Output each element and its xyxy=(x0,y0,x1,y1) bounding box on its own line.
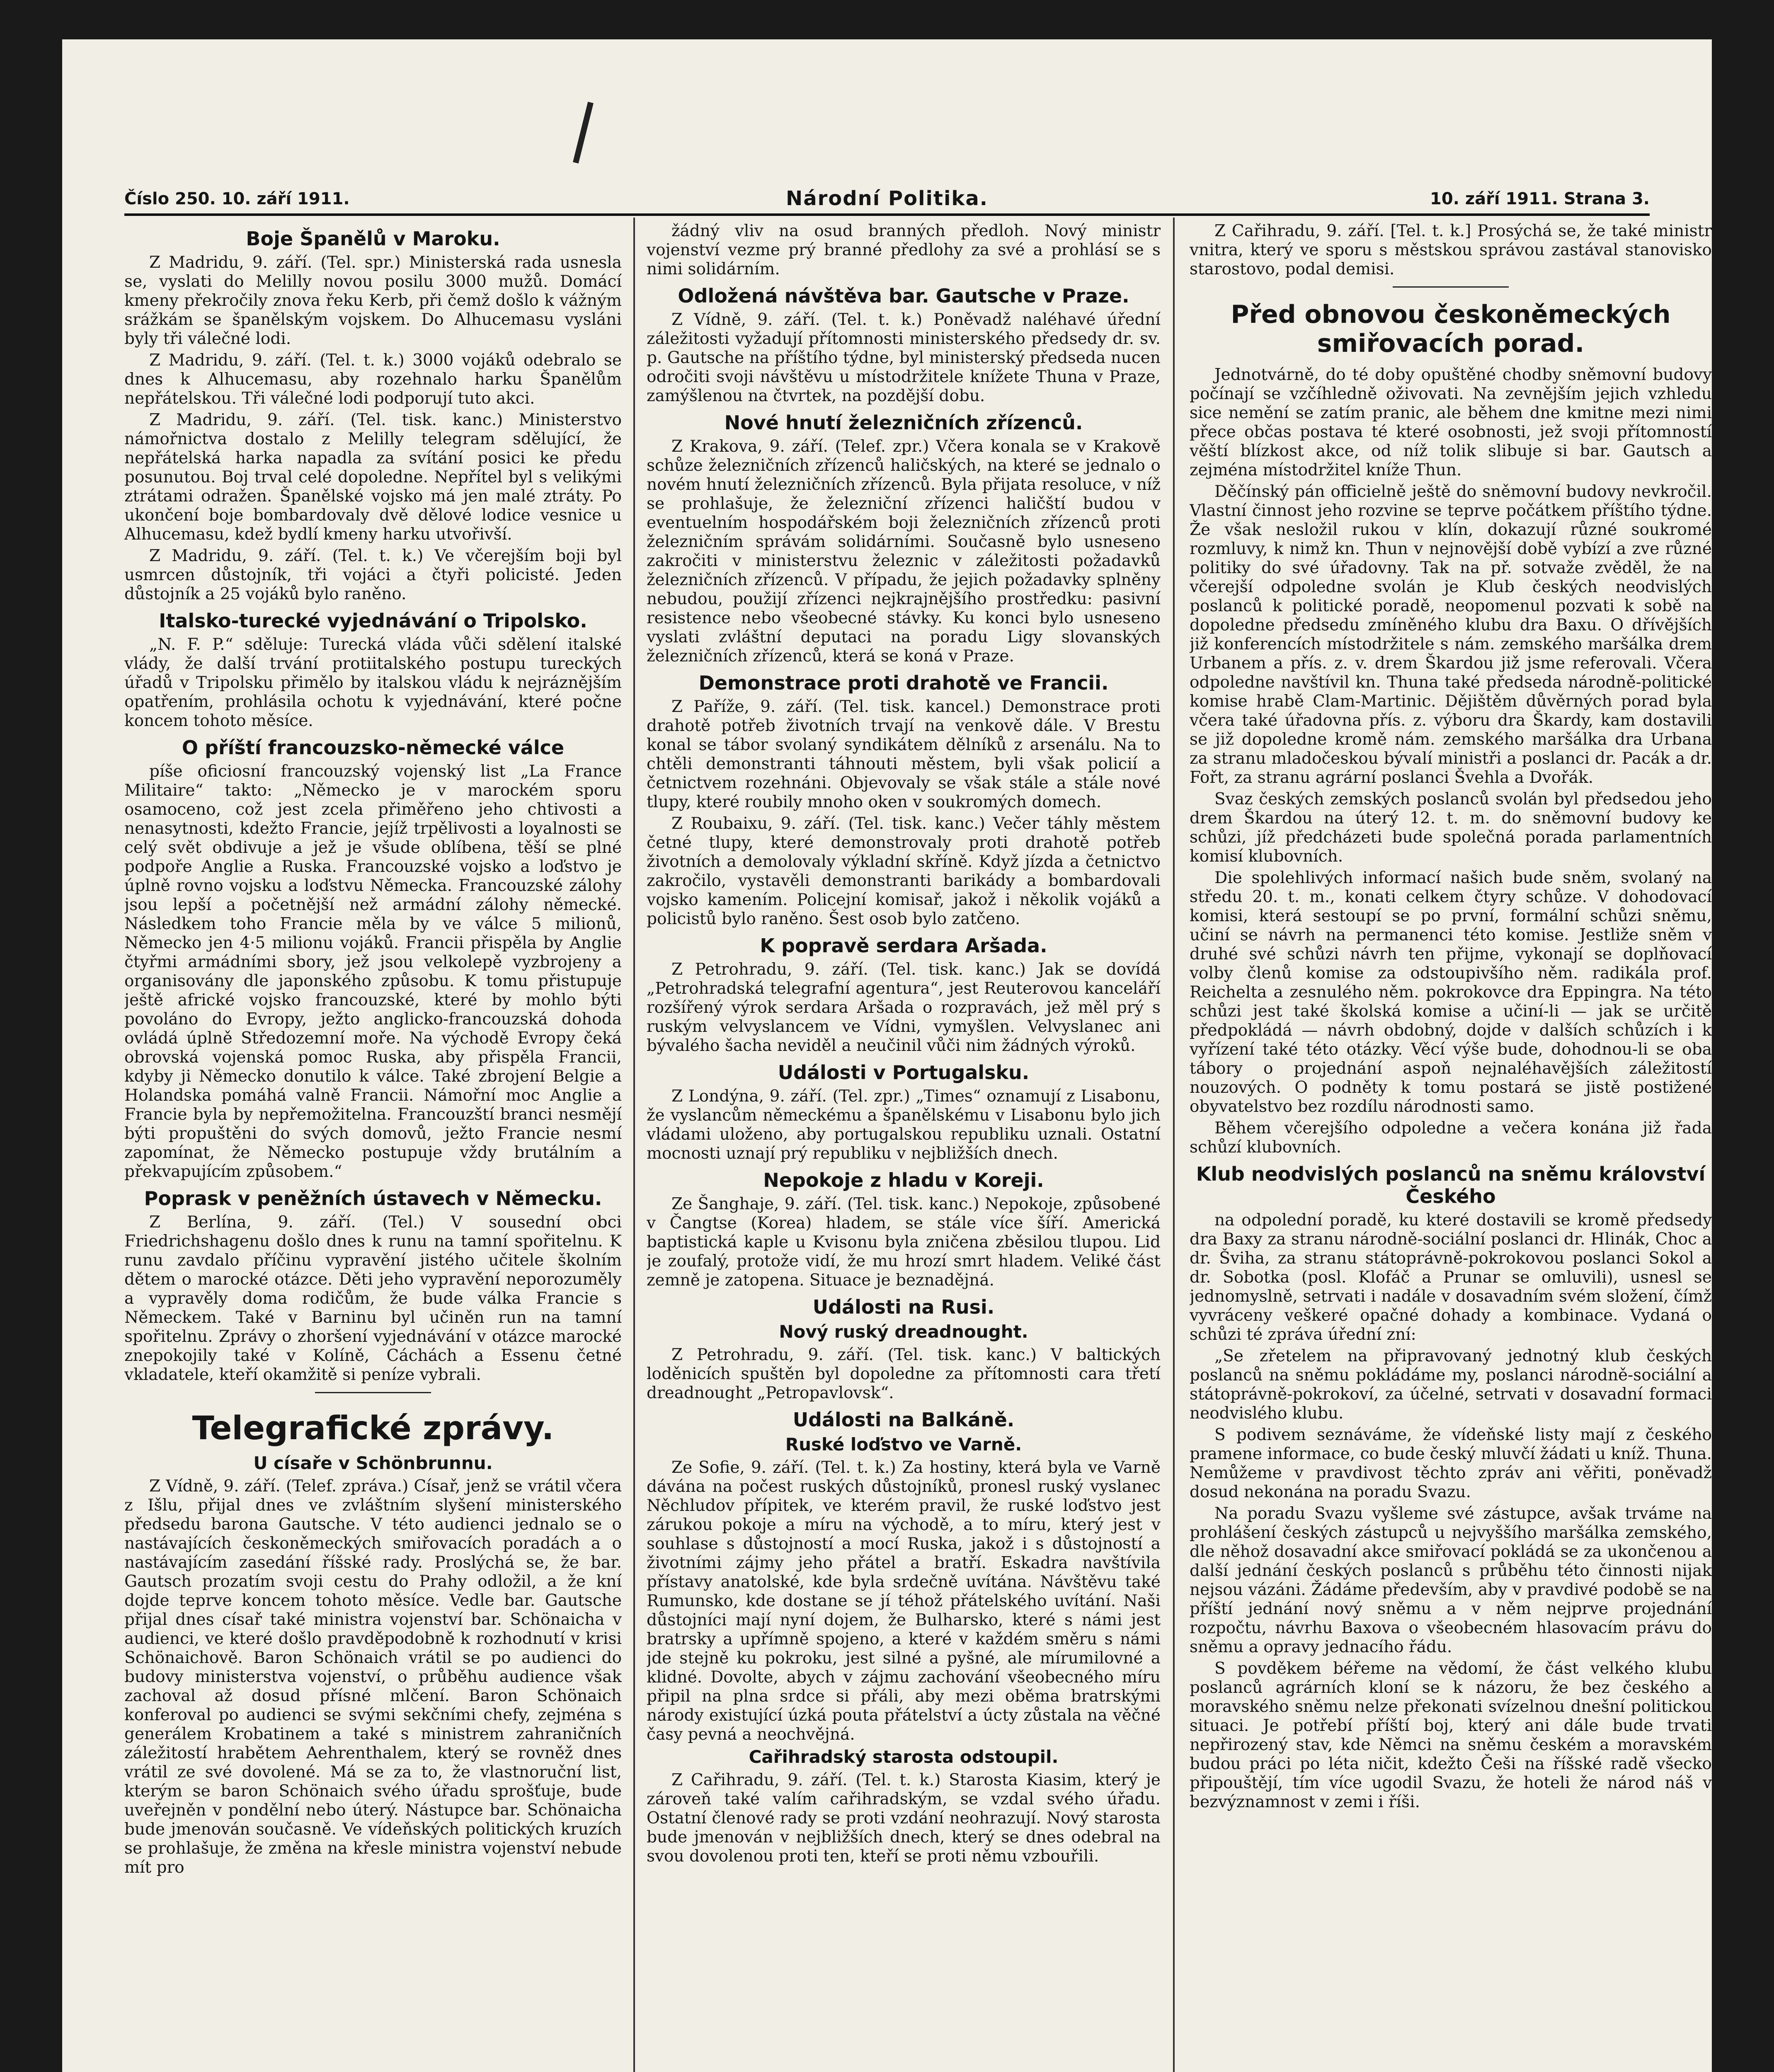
article-heading: Nové hnutí železničních zřízenců. xyxy=(724,411,1083,434)
article-paragraph: Ze Šanghaje, 9. září. (Tel. tisk. kanc.) Nepokoje, způsobené v Čangtse (Korea) hladem, se stále více šíří. Americká baptistická kaple u Kvisonu byla zničena zběsilou tlupou. Lid je zoufalý, protože vidí, že mu hrozí smrt hladem. Veliké část zemně je zatopena. Situace je beznadějná. xyxy=(647,1195,1161,1290)
article-paragraph: Z Madridu, 9. září. (Tel. t. k.) 3000 vojáků odebralo se dnes k Alhucemasu, aby rozehnalo harku Španělům nepřátelskou. Tři válečné lodi podporují tuto akci. xyxy=(124,351,622,408)
article-paragraph: „Se zřetelem na připravovaný jednotný klub českých poslanců na sněmu pokládáme my, poslanci národně-sociální a státoprávně-pokrokoví, za účelné, setrvati v dosavadní formaci neodvislého klubu. xyxy=(1190,1347,1712,1423)
article-paragraph: Z Vídně, 9. září. (Telef. zpráva.) Císař, jenž se vrátil včera z Išlu, přijal dnes ve zvláštním slyšení ministerského předsedu barona Gautsche. V této audienci jednalo se o nastávajících českoněmeckých smiřovacích poradách a o nastávajícím zasedání říšské rady. Proslýchá se, že bar. Gautsch prozatím svoji cestu do Prahy odložil, a že kní dojde teprve koncem tohoto měsíce. Vedle bar. Gautsche přijal dnes císař také ministra vojenství bar. Schönaicha v audienci, ve které došlo pravděpodobně k rozhodnutí v krisi Schönaichově. Baron Schönaich vrátil se po audienci do budovy ministerstva vojenství, o průběhu audience však zachoval až dosud přísné mlčení. Baron Schönaich konferoval po audienci se svými sekčními chefy, zejména s generálem Krobatinem a také s ministrem zahraničních záležitostí hrabětem Aehrenthalem, který se rovněž dnes vrátil ze své dovolené. Má se za to, že vlastnoruční list, kterým se baron Schönaich svého úřadu sprošťuje, bude uveřejněn v pondělní nebo úterý. Nástupce bar. Schönaicha bude jmenován současně. Ve vídeňských politických kruzích se prohlašuje, že změna na křesle ministra vojenství nebude mít pro xyxy=(124,1477,622,1877)
article-paragraph: Z Cařihradu, 9. září. (Tel. t. k.) Starosta Kiasim, který je zároveň také valím cařihradským, se vzdal svého úřadu. Ostatní členové rady se proti vzdání neohrazují. Nový starosta bude jmenován v nejbližších dnech, který se dnes odebral na svou dovolenou proti ten, kteří se proti němu vzbouřili. xyxy=(647,1771,1161,1866)
article-paragraph: žádný vliv na osud branných předloh. Nový ministr vojenství vezme prý branné předlohy za své a prohlásí se s nimi solidárním. xyxy=(647,222,1161,278)
article-paragraph: Z Madridu, 9. září. (Tel. t. k.) Ve včerejším boji byl usmrcen důstojník, tři vojáci a čtyři policisté. Jeden důstojník a 25 vojáků bylo raněno. xyxy=(124,547,622,603)
article-paragraph: Die spolehlivých informací našich bude sněm, svolaný na středu 20. t. m., konati celkem čtyry schůze. V dohodovací komisi, která sestoupí se po první, formální schůzi sněmu, učiní se návrh na permanenci této komise. Jestliže sněm v druhé své schůzi návrh ten přijme, vykonají se doplňovací volby členů komise za odstoupivšího něm. radikála prof. Reichelta a zesnulého něm. pokrokovce dra Eppingra. Na této schůzi jest také školská komise a učiní-li — jak se určitě předpokládá — návrh obdobný, dojde v dalších schůzích i k vyřízení také této otázky. Věcí výše bude, dohodnou-li se oba tábory o projednání aspoň nejnaléhavějších záležitostí nouzových. O podněty k tomu postará se jistě postižené obyvatelstvo bez rozdílu národnosti samo. xyxy=(1190,869,1712,1116)
article-heading: Události na Rusi. xyxy=(812,1296,995,1318)
separator xyxy=(315,1392,431,1393)
article-paragraph: Z Petrohradu, 9. září. (Tel. tisk. kanc.) V baltických loděnicích spuštěn byl dopoledne za přítomnosti cara třetí dreadnought „Petropavlovsk“. xyxy=(647,1346,1161,1402)
column-rule xyxy=(633,218,635,2072)
article-heading: U císaře v Schönbrunnu. xyxy=(253,1453,493,1473)
article-paragraph: Svaz českých zemských poslanců svolán byl předsedou jeho drem Škardou na úterý 12. t. m. do sněmovní budovy ke schůzi, jíž předcházeti bude společná porada parlamentních komisí klubovních. xyxy=(1190,790,1712,866)
column-3 xyxy=(1190,222,1712,2072)
article-paragraph: Z Roubaixu, 9. září. (Tel. tisk. kanc.) Večer táhly městem četné tlupy, které demonstrovaly proti drahotě potřeb životních a demolovaly výkladní skříně. Když jízda a četnictvo zakročilo, vystavěli demonstranti barikády a bombardovali vojsko kamením. Policejní komisař, jakož i několik vojáků a policistů bylo raněno. Šest osob bylo zatčeno. xyxy=(647,814,1161,928)
article-paragraph: Děčínský pán officielně ještě do sněmovní budovy nevkročil. Vlastní činnost jeho rozvine se teprve počátkem příštího týdne. Že však nesložil rukou v klín, dokazují různé soukromé rozmluvy, k nimž kn. Thun v nejnovější době vybízí a zve různé politiky do své úřadovny. Tak na př. sotvaže zvěděl, že na včerejší odpoledne svolán je Klub českých neodvislých poslanců k politické poradě, neopomenul pozvati k sobě na dopoledne předsedu zmíněného klubu dra Baxu. O dřívějších již konferencích místodržitele s nám. zemského maršálka drem Urbanem a přís. z. v. drem Škardou již jsme referovali. Včera odpoledne navštívil kn. Thuna také předseda národně-politické komise hrabě Clam-Martinic. Dějištěm důvěrných porad byla včera také úřadovna přís. z. výboru dra Škardy, kam dostavili se již dopoledne kromě nám. zemského maršálka dra Urbana za stranu mladočeskou bývalí ministři a poslanci dr. Pacák a dr. Fořt, za stranu agrární poslanci Švehla a Dvořák. xyxy=(1190,482,1712,787)
date-page-number: 10. září 1911. Strana 3. xyxy=(1430,189,1650,208)
article-paragraph: Z Madridu, 9. září. (Tel. tisk. kanc.) Ministerstvo námořnictva dostalo z Melilly telegram sdělující, že nepřátelská harka napadla za svítání posici ke předu posunutou. Boj trval celé dopoledne. Nepřítel byl s velikými ztrátami odražen. Španělské vojsko má jen malé ztráty. Po ukončení boje bombardovaly dvě dělové lodice vesnice u Alhucemasu, kdež bydlí kmeny harku utvořivší. xyxy=(124,411,622,544)
article-paragraph: S podivem seznáváme, že vídeňské listy mají z českého pramene informace, co bude český mluvčí žádati u kníž. Thuna. Nemůžeme v pravdivost těchto zpráv ani věřiti, poněvadž dosud nekonána na poradu Svazu. xyxy=(1190,1426,1712,1501)
column-2 xyxy=(647,222,1161,2072)
margin-pencil-mark xyxy=(573,102,594,164)
article-heading: Nepokoje z hladu v Koreji. xyxy=(763,1169,1044,1191)
article-paragraph: Z Petrohradu, 9. září. (Tel. tisk. kanc.) Jak se dovídá „Petrohradská telegrafní agentura“, jest Reuterovou kanceláří rozšířený výrok serdara Aršada o rozpravách, jež měl prý s ruským velvyslancem ve Vídni, vymyšlen. Velvyslanec ani bývalého šacha neviděl a neučinil vůči nim žádných výroků. xyxy=(647,960,1161,1055)
article-subheading: Ruské loďstvo ve Varně. xyxy=(785,1434,1022,1455)
article-heading: O příští francouzsko-německé válce xyxy=(182,736,565,759)
article-paragraph: Z Vídně, 9. září. (Tel. t. k.) Poněvadž naléhavé úřední záležitosti vyžadují přítomnosti ministerského předsedy dr. sv. p. Gautsche na příštího týdne, byl ministerský předseda nucen odročiti svoji návštěvu u místodržitele knížete Thuna v Praze, zamýšlenou na čtvrtek, na pozdější dobu. xyxy=(647,310,1161,405)
article-paragraph: Z Paříže, 9. září. (Tel. tisk. kancel.) Demonstrace proti drahotě potřeb životních trvají na venkově dále. V Brestu konal se tábor svolaný syndikátem dělníků z arsenálu. Na to chtěli demonstranti táhnouti městem, byli však policií a četnictvem rozehnáni. Objevovaly se však stále a stále nové tlupy, které roubily mnoho oken v soukromých domech. xyxy=(647,697,1161,811)
article-heading: Boje Španělů v Maroku. xyxy=(246,228,500,250)
article-heading: Italsko-turecké vyjednávání o Tripolsko. xyxy=(159,610,587,632)
article-heading: Demonstrace proti drahotě ve Francii. xyxy=(698,672,1109,694)
article-heading: Klub neodvislých poslanců na sněmu království Českého xyxy=(1196,1163,1706,1208)
newspaper-title: Národní Politika. xyxy=(786,187,988,210)
article-heading: Cařihradský starosta odstoupil. xyxy=(749,1747,1059,1767)
article-paragraph: Z Madridu, 9. září. (Tel. spr.) Ministerská rada usnesla se, vyslati do Melilly novou posilu 3000 mužů. Domácí kmeny překročily znova řeku Kerb, při čemž došlo k vážným srážkám se španělským vojskem. Do Alhucemasu vysláni byly tři válečné lodi. xyxy=(124,253,622,348)
lead-article-heading: Před obnovou českoněmeckých smiřovacích porad. xyxy=(1231,300,1671,358)
article-paragraph: na odpolední poradě, ku které dostavili se kromě předsedy dra Baxy za stranu národně-sociální poslanci dr. Hlinák, Choc a dr. Šviha, za stranu státoprávně-pokrokovou poslanci Sokol a dr. Sobotka (posl. Klofáč a Prunar se omluvili), usnesl se jednomyslně, setrvati i nadále v dosavadním svém složení, čímž vyvráceny veškeré opačné dohady a kombinace. Vydaná o schůzi té zpráva úřední zní: xyxy=(1190,1211,1712,1344)
article-paragraph: Z Berlína, 9. září. (Tel.) V sousední obci Friedrichshagenu došlo dnes k runu na tamní spořitelnu. K runu zavdalo příčinu vypravění jistého učitele školním dětem o marocké otázce. Děti jeho vypravění neporozuměly a vypravěly doma rodičům, že bude válka Francie s Německem. Také v Barninu byl učiněn run na tamní spořitelnu. Zprávy o zhoršení vyjednávání v otázce marocké znepokojily také v Kolíně, Cáchách a Essenu četné vkladatele, kteří okamžitě si peníze vybrali. xyxy=(124,1213,622,1384)
article-heading: Události v Portugalsku. xyxy=(778,1061,1030,1084)
page-header xyxy=(124,176,1650,216)
article-paragraph: píše oficiosní francouzský vojenský list „La France Militaire“ takto: „Německo je v marockém sporu osamoceno, což jest zcela přiměřeno jeho chtivosti a nenasytnosti, kdežto Francie, jejíž trpělivosti a loyalnosti se celý svět obdivuje a jež je všude oblíbena, těší se plné podpoře Anglie a Ruska. Francouzské vojsko a loďstvo je úplně rovno vojsku a loďstvu Německa. Francouzské zálohy jsou lepší a početnější než armádní zálohy německé. Následkem toho Francie měla by ve válce 5 milionů, Německo jen 4·5 milionu vojáků. Francii přispěla by Anglie čtyřmi armádními sbory, jež jsou velkolepě vyzbrojeny a organisovány dle japonského způsobu. K tomu přistupuje ještě africké vojsko francouzské, které by mohlo býti povoláno do Evropy, ježto anglicko-francouzská dohoda ovládá úplně Středozemní moře. Na východě Evropy čeká obrovská vojenská pomoc Ruska, aby přispěla Francii, kdyby ji Německo donutilo k válce. Také zbrojení Belgie a Holandska pomáhá valně Francii. Námořní moc Anglie a Francie byla by nepřemožitelna. Francouzští branci nesmějí býti propuštěni do svých domovů, ježto Francie nesmí zapomínat, že Německo postupuje vždy brutálním a překvapujícím způsobem.“ xyxy=(124,762,622,1181)
article-heading: Odložená návštěva bar. Gautsche v Praze. xyxy=(678,285,1129,307)
article-heading: Události na Balkáně. xyxy=(792,1409,1015,1431)
article-paragraph: Na poradu Svazu vyšleme své zástupce, avšak trváme na prohlášení českých zástupců u nejvyššího maršálka zemského, dle něhož dosavadní akce smiřovací pokládá se za ukončenou a další jednání českých poslanců s průběhu této činnosti nijak nejsou vázáni. Žádáme především, aby v pravdivé podobě se na příští jednání nový sněmu a v něm nejprve projednání rozpočtu, návrhu Baxova o všeobecném hlasovacím právu do sněmu a opravy jednacího řádu. xyxy=(1190,1504,1712,1656)
article-heading: Poprask v peněžních ústavech v Německu. xyxy=(144,1187,602,1210)
column-rule xyxy=(1173,218,1175,2072)
column-1 xyxy=(124,222,622,2072)
article-paragraph: S povděkem béřeme na vědomí, že část velkého klubu poslanců agrárních kloní se k názoru, že bez českého a moravského sněmu nelze překonati svízelnou dnešní politickou situaci. Je potřebí příští boj, který ani dále bude trvati nepřirozený stav, kde Němci na sněmu českém a moravském budou práci po léta ničit, kdežto Češi na říšské radě všecko připouštějí, tím více ugodil Svazu, že hoteli že národ náš v bezvýznamnost v zemi i říši. xyxy=(1190,1659,1712,1811)
article-paragraph: „N. F. P.“ sděluje: Turecká vláda vůči sdělení italské vlády, že další trvání protiitalského postupu tureckých úřadů v Tripolsku přimělo by italskou vládu k nejráznějším opatřením, prohlásila ochotu k vyjednávání, které počne koncem tohoto měsíce. xyxy=(124,635,622,730)
article-paragraph: Ze Sofie, 9. září. (Tel. t. k.) Za hostiny, která byla ve Varně dávána na počest ruských důstojníků, pronesl ruský vyslanec Něchludov přípitek, ve kterém pravil, že ruské loďstvo jest zárukou pokoje a míru na východě, a to míru, který jest v souhlase s důstojností a mocí Ruska, jakož i s důstojností a životními zájmy jeho přátel a bratří. Eskadra navštívila přístavy anatolské, kde byla srdečně uvítána. Návštěvu také Rumunsko, kde dostane se jí téhož přátelského uvítání. Naši důstojníci mají nyní dojem, že Bulharsko, které s námi jest bratrsky a upřímně spojeno, a které v každém směru s námi jde stejně ku pokroku, jest silné a pyšné, ale mírumilovné a klidné. Dovolte, abych v zájmu zachování všeobecného míru připil na plna srdce si přáli, aby mezi oběma bratrskými národy existující úzká pouta přátelství a úcty zůstala na věčné časy pevná a neochvějná. xyxy=(647,1458,1161,1744)
article-subheading: Nový ruský dreadnought. xyxy=(779,1322,1028,1342)
article-paragraph: Z Londýna, 9. září. (Tel. zpr.) „Times“ oznamují z Lisabonu, že vyslancům německému a španělskému v Lisabonu bylo jich vládami uloženo, aby portugalskou republiku uznali. Ostatní mocnosti uznají prý republiku v nejbližších dnech. xyxy=(647,1087,1161,1163)
separator xyxy=(1393,286,1509,288)
article-paragraph: Z Krakova, 9. září. (Telef. zpr.) Včera konala se v Krakově schůze železničních zřízenců haličských, na které se jednalo o novém hnutí železničních zřízenců. Byla přijata resoluce, v níž se prohlašuje, že železniční zřízenci haličští budou v eventuelním hospodářském boji železničních zřízenců proti železničním správám solidárními. Současně bylo usneseno zakročiti v ministerstvu železnic v záležitosti požadavků železničních zřízenců. V případu, že jejich požadavky splněny nebudou, použijí zřízenci nejkrajnějšího prostředku: pasivní resistence nebo všeobecné stávky. Ku konci bylo usneseno vyslati zvláštní deputaci na poradu Ligy slovanských železničních zřízenců, která se koná v Praze. xyxy=(647,437,1161,666)
issue-number-date: Číslo 250. 10. září 1911. xyxy=(124,189,350,208)
article-heading: K popravě serdara Aršada. xyxy=(760,934,1047,957)
article-paragraph: Jednotvárně, do té doby opuštěné chodby sněmovní budovy počínají se vzčíhledně oživovati. Na zevnějším jejich vzhledu sice nemění se zatím pranic, ale během dne kmitne mezi nimi přece občas postava té které osobnosti, jež svoji přítomností věští blízkost akce, od níž tolik slibuje si bar. Gautsch a zejména místodržitel kníže Thun. xyxy=(1190,366,1712,479)
newspaper-page xyxy=(62,39,1712,2072)
article-paragraph: Během včerejšího odpoledne a večera konána již řada schůzí klubovních. xyxy=(1190,1119,1712,1157)
section-heading: Telegrafické zprávy. xyxy=(192,1410,554,1447)
article-paragraph: Z Cařihradu, 9. září. [Tel. t. k.] Prosýchá se, že také ministr vnitra, který ve sporu s městskou správou zastával stanovisko starostovo, podal demisi. xyxy=(1190,222,1712,278)
